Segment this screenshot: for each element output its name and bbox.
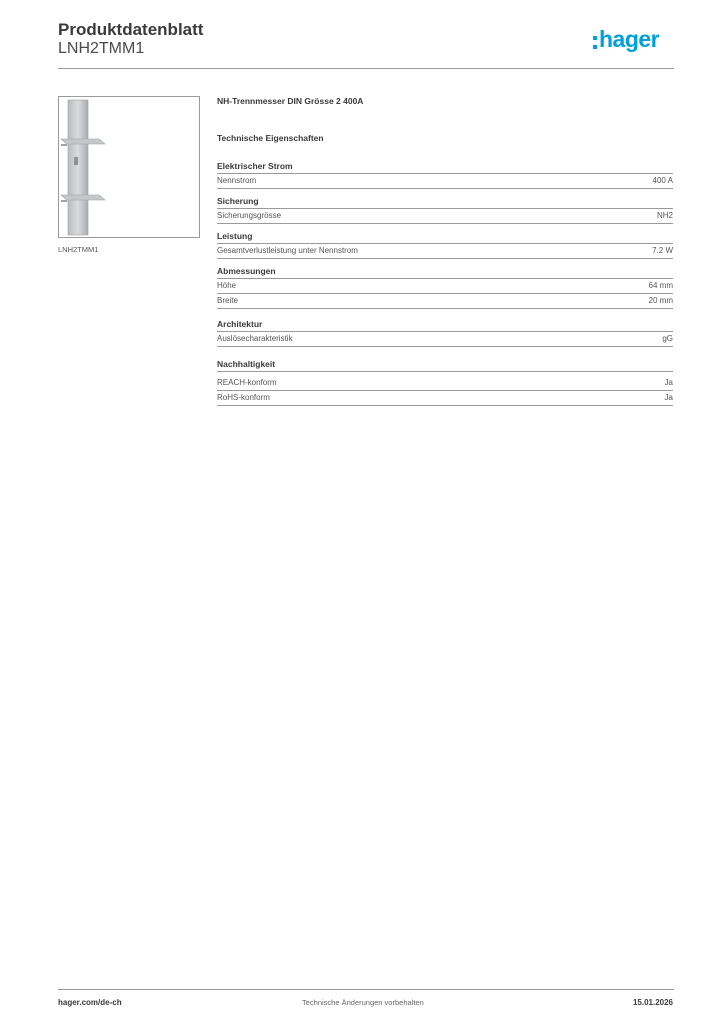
product-name: NH-Trennmesser DIN Grösse 2 400A xyxy=(217,96,364,106)
fuse-blade-knife-icon xyxy=(59,97,199,237)
footer-website: hager.com/de-ch xyxy=(58,998,122,1007)
product-details xyxy=(217,96,673,413)
property-value: gG xyxy=(662,334,673,343)
logo-wordmark: hager xyxy=(599,26,660,52)
group-architektur xyxy=(217,319,673,347)
group-abmessungen xyxy=(217,266,673,309)
property-label: REACH-konform xyxy=(217,378,277,387)
document-title: Produktdatenblatt xyxy=(58,20,204,39)
group-title: Nachhaltigkeit xyxy=(217,359,673,372)
header-divider xyxy=(58,68,674,69)
group-title: Architektur xyxy=(217,319,673,332)
logo-dots-icon xyxy=(593,36,598,50)
group-leistung xyxy=(217,231,673,259)
property-row xyxy=(217,376,673,391)
property-label: Höhe xyxy=(217,281,237,290)
group-title: Sicherung xyxy=(217,196,673,209)
product-code: LNH2TMM1 xyxy=(58,40,145,57)
footer-note: Technische Änderungen vorbehalten xyxy=(302,998,424,1007)
property-label: RoHS-konform xyxy=(217,393,270,402)
property-row xyxy=(217,391,673,406)
property-row xyxy=(217,209,673,224)
group-title: Elektrischer Strom xyxy=(217,161,673,174)
property-label: Auslösecharakteristik xyxy=(217,334,293,343)
footer-divider xyxy=(58,989,674,990)
property-label: Breite xyxy=(217,296,238,305)
property-value: NH2 xyxy=(656,211,673,220)
section-title: Technische Eigenschaften xyxy=(217,133,324,143)
group-title: Abmessungen xyxy=(217,266,673,279)
group-title: Leistung xyxy=(217,231,673,244)
product-image xyxy=(58,96,200,238)
product-image-caption: LNH2TMM1 xyxy=(58,245,99,254)
property-value: 7.2 W xyxy=(652,246,673,255)
hager-logo xyxy=(593,28,673,56)
footer-date: 15.01.2026 xyxy=(632,998,673,1007)
property-row xyxy=(217,332,673,347)
property-label: Gesamtverlustleistung unter Nennstrom xyxy=(217,246,358,255)
property-label: Sicherungsgrösse xyxy=(217,211,282,220)
property-value: 64 mm xyxy=(648,281,673,290)
group-nachhaltigkeit xyxy=(217,359,673,406)
property-value: 20 mm xyxy=(648,296,673,305)
property-row xyxy=(217,294,673,309)
group-elektrischer-strom xyxy=(217,161,673,189)
property-row xyxy=(217,244,673,259)
property-value: Ja xyxy=(664,393,673,402)
group-sicherung xyxy=(217,196,673,224)
property-row xyxy=(217,174,673,189)
property-value: Ja xyxy=(664,378,673,387)
property-label: Nennstrom xyxy=(217,176,257,185)
property-row xyxy=(217,279,673,294)
property-value: 400 A xyxy=(652,176,673,185)
